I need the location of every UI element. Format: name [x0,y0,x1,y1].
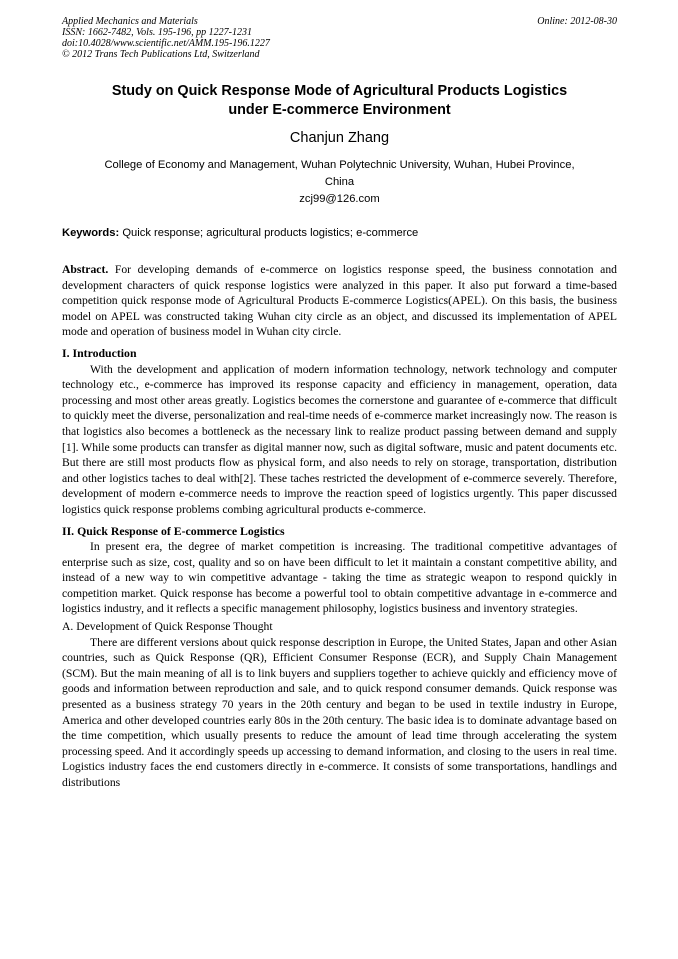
affiliation-line-1: College of Economy and Management, Wuhan Polytechnic University, Wuhan, Hubei Province, [104,159,575,171]
keywords-text: Quick response; agricultural products logistics; e-commerce [122,227,419,239]
section-1-paragraph: With the development and application of modern information technology, network technology and computer technology etc., e-commerce has improved its response capacity and efficiency in management, operation, data processing and most other areas greatly. Logistics becomes the cornerstone and guarantee of e-commerce that difficult to quickly meet the diverse, personalization and real-time needs of e-commerce market increasingly now. The reason is that logistics also becomes a bottleneck as the necessary link to realize product passing between demand and supply [1]. While some products can transfer as digital manner now, such as digital software, music and patent documents etc. But there are still most products flow as physical form, and also needs to rely on storage, transportation, distribution and other logistics taches to deal with[2]. These taches restricted the development of e-commerce severely. Therefore, development of modern e-commerce needs to improve the reaction speed of logistics urgently. This paper discussed logistics quick response problems combing agricultural products e-commerce. [62,362,617,516]
section-2-paragraph: In present era, the degree of market competition is increasing. The traditional competitive advantages of enterprise such as size, cost, quality and so on have been difficult to let it maintain a constant competitive ability, and instead of a new way to win competitive advantage - taking the time as strategic weapon to respond quickly in competition market. Quick response has become a powerful tool to obtain competitive advantage in e-commerce and logistics industry, and it reflects a specific management philosophy, logistics business and inventory strategies. [62,540,617,616]
paper-title [62,82,617,120]
keywords [62,226,617,241]
keywords-label: Keywords: [62,227,120,239]
abstract-text: For developing demands of e-commerce on logistics response speed, the business connotation and development characters of quick response logistics were analyzed in this paper. It also put forward a time-based competition quick response mode of Agricultural Products E-commerce Logistics(APEL). On this basis, the business model on APEL was constructed taking Wuhan city circle as an object, and discussed its implementation of APEL mode and operation of business model in Wuhan city circle. [62,263,617,339]
subsection-a-paragraph: There are different versions about quick response description in Europe, the United States, Japan and other Asian countries, such as Quick Response (QR), Efficient Consumer Response (ECR), and Supply Chain Management (SCM). But the main meaning of all is to link buyers and suppliers together to achieve quickly and efficiency move of goods and information between reproduction and sale, and to quick respond consumer demands. Quick response was presented as a business strategy 70 years in the 20th century and began to be used in textile industry in Europe, America and other developed countries early 80s in the 20th century. The basic idea is to dominate advantage based on the time competition, which usually presents to reduce the amount of lead time through accelerating the system processing speed. And it accordingly speeds up accessing to demand information, and closing to the users in real time. Logistics industry faces the end customers directly in e-commerce. It consists of some transportations, handlings and distributions [62,635,617,789]
issn-line: ISSN: 1662-7482, Vols. 195-196, pp 1227-1231 [62,27,252,38]
journal-name: Applied Mechanics and Materials [62,16,198,27]
subsection-a-heading: A. Development of Quick Response Thought [62,620,273,634]
online-date: Online: 2012-08-30 [537,16,617,27]
section-1-heading: I. Introduction [62,345,137,360]
journal-header [62,16,617,60]
abstract-label: Abstract. [62,263,109,276]
title-line-1: Study on Quick Response Mode of Agricultural Products Logistics [111,83,568,99]
author-email: zcj99@126.com [299,193,380,205]
paper-body [62,262,617,791]
abstract [62,262,617,340]
affiliation [62,157,617,208]
section-2-heading: II. Quick Response of E-commerce Logistics [62,523,285,538]
affiliation-line-2: China [324,176,355,188]
title-line-2: under E-commerce Environment [228,102,451,118]
author-name: Chanjun Zhang [289,130,390,146]
copyright-line: © 2012 Trans Tech Publications Ltd, Switzerland [62,49,260,60]
doi-line: doi:10.4028/www.scientific.net/AMM.195-196.1227 [62,38,270,49]
